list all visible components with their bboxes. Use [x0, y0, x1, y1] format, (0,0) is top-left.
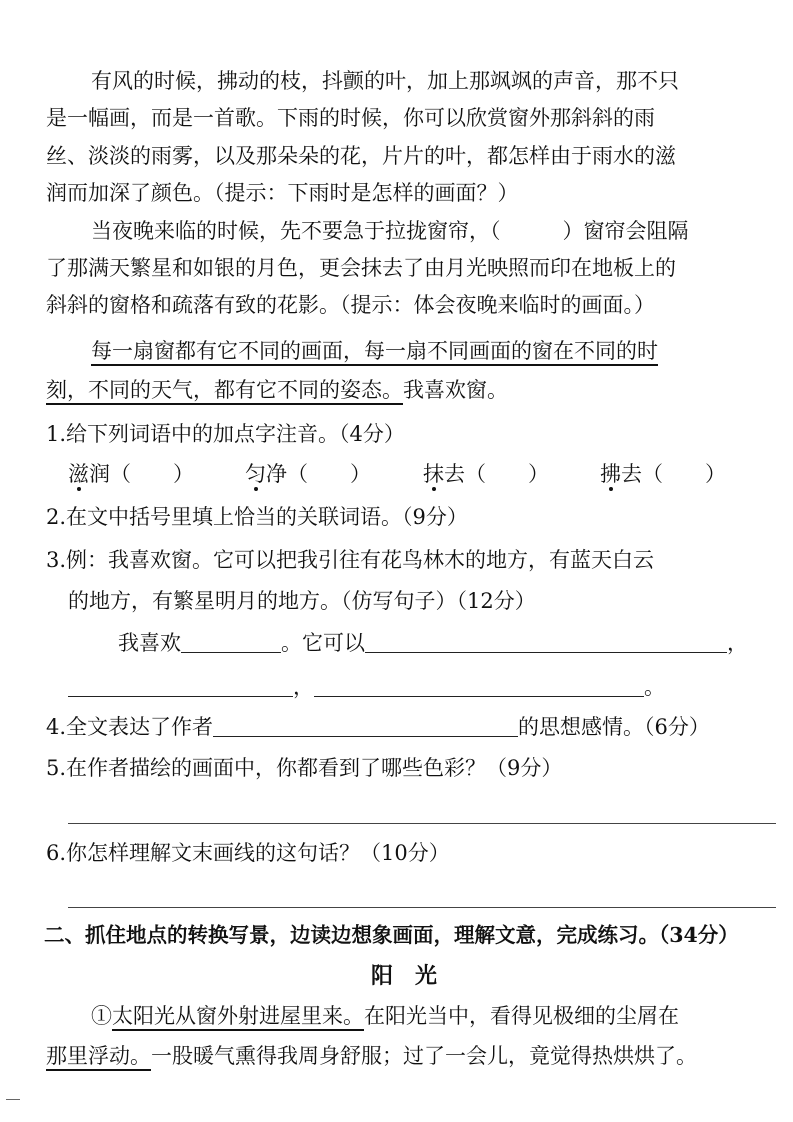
q3-blank-4[interactable] — [314, 676, 644, 697]
passage-p3-line-2: 刻，不同的天气，都有它不同的姿态。我喜欢窗。 — [46, 378, 508, 402]
q1-answer-box-2[interactable]: （ ） — [287, 462, 371, 486]
question-4-stem: 4.全文表达了作者 的思想感情。（6分） — [46, 715, 710, 739]
edge-mark — [6, 1099, 20, 1100]
passage-p1-line-2: 是一幅画，而是一首歌。下雨的时候，你可以欣赏窗外那斜斜的雨 — [46, 106, 655, 130]
q6-answer-line[interactable] — [68, 907, 776, 908]
q3-blank-1[interactable] — [181, 632, 281, 653]
q1-answer-box-4[interactable]: （ ） — [642, 462, 726, 486]
section-2-p1-line-2: 那里浮动。一股暖气熏得我周身舒服；过了一会儿，竟觉得热烘烘了。 — [46, 1044, 697, 1068]
q3-blank-3[interactable] — [68, 676, 293, 697]
passage-p2-line-3: 斜斜的窗格和疏落有致的花影。（提示：体会夜晚来临时的画面。） — [46, 293, 655, 317]
passage-p3-line-1: 每一扇窗都有它不同的画面，每一扇不同画面的窗在不同的时 — [91, 339, 658, 363]
question-3-stem-line-1: 3.例：我喜欢窗。它可以把我引往有花鸟林木的地方，有蓝天白云 — [46, 548, 655, 572]
question-3-fill-line-1: 我喜欢 。它可以 ， — [118, 631, 748, 655]
q1-answer-box-3[interactable]: （ ） — [465, 462, 549, 486]
passage-p1-line-4: 润而加深了颜色。（提示：下雨时是怎样的画面？） — [46, 181, 519, 205]
passage-p2-line-2: 了那满天繁星和如银的月色，更会抹去了由月光映照而印在地板上的 — [46, 256, 676, 280]
q1-answer-box-1[interactable]: （ ） — [110, 462, 194, 486]
passage-title: 阳 光 — [371, 963, 438, 989]
section-2-heading: 二、抓住地点的转换写景，边读边想象画面，理解文意，完成练习。（34分） — [44, 923, 739, 947]
question-3-stem-line-2: 的地方，有繁星明月的地方。（仿写句子）（12分） — [68, 589, 536, 613]
q3-blank-2[interactable] — [365, 632, 727, 653]
passage-p1-line-1: 有风的时候，拂动的枝，抖颤的叶，加上那飒飒的声音，那不只 — [91, 69, 679, 93]
q5-answer-line[interactable] — [68, 823, 776, 824]
question-5-stem: 5.在作者描绘的画面中，你都看到了哪些色彩？（9分） — [46, 756, 563, 780]
question-2-stem: 2.在文中括号里填上恰当的关联词语。（9分） — [46, 505, 468, 529]
passage-p1-line-3: 丝、淡淡的雨雾，以及那朵朵的花，片片的叶，都怎样由于雨水的滋 — [46, 144, 676, 168]
q1-item-2: 匀净（ ） — [245, 462, 371, 486]
q4-blank[interactable] — [213, 716, 518, 737]
q1-item-3: 抹去（ ） — [423, 462, 549, 486]
question-6-stem: 6.你怎样理解文末画线的这句话？（10分） — [46, 841, 450, 865]
q1-item-1: 滋润（ ） — [68, 462, 194, 486]
question-3-fill-line-2: ， 。 — [68, 676, 665, 698]
q1-item-4: 拂去（ ） — [600, 462, 726, 486]
section-2-p1-line-1: ①太阳光从窗外射进屋里来。在阳光当中，看得见极细的尘屑在 — [91, 1004, 679, 1028]
question-1-stem: 1.给下列词语中的加点字注音。（4分） — [46, 422, 405, 446]
passage-p2-line-1: 当夜晚来临的时候，先不要急于拉拢窗帘，（ ）窗帘会阻隔 — [91, 219, 689, 243]
